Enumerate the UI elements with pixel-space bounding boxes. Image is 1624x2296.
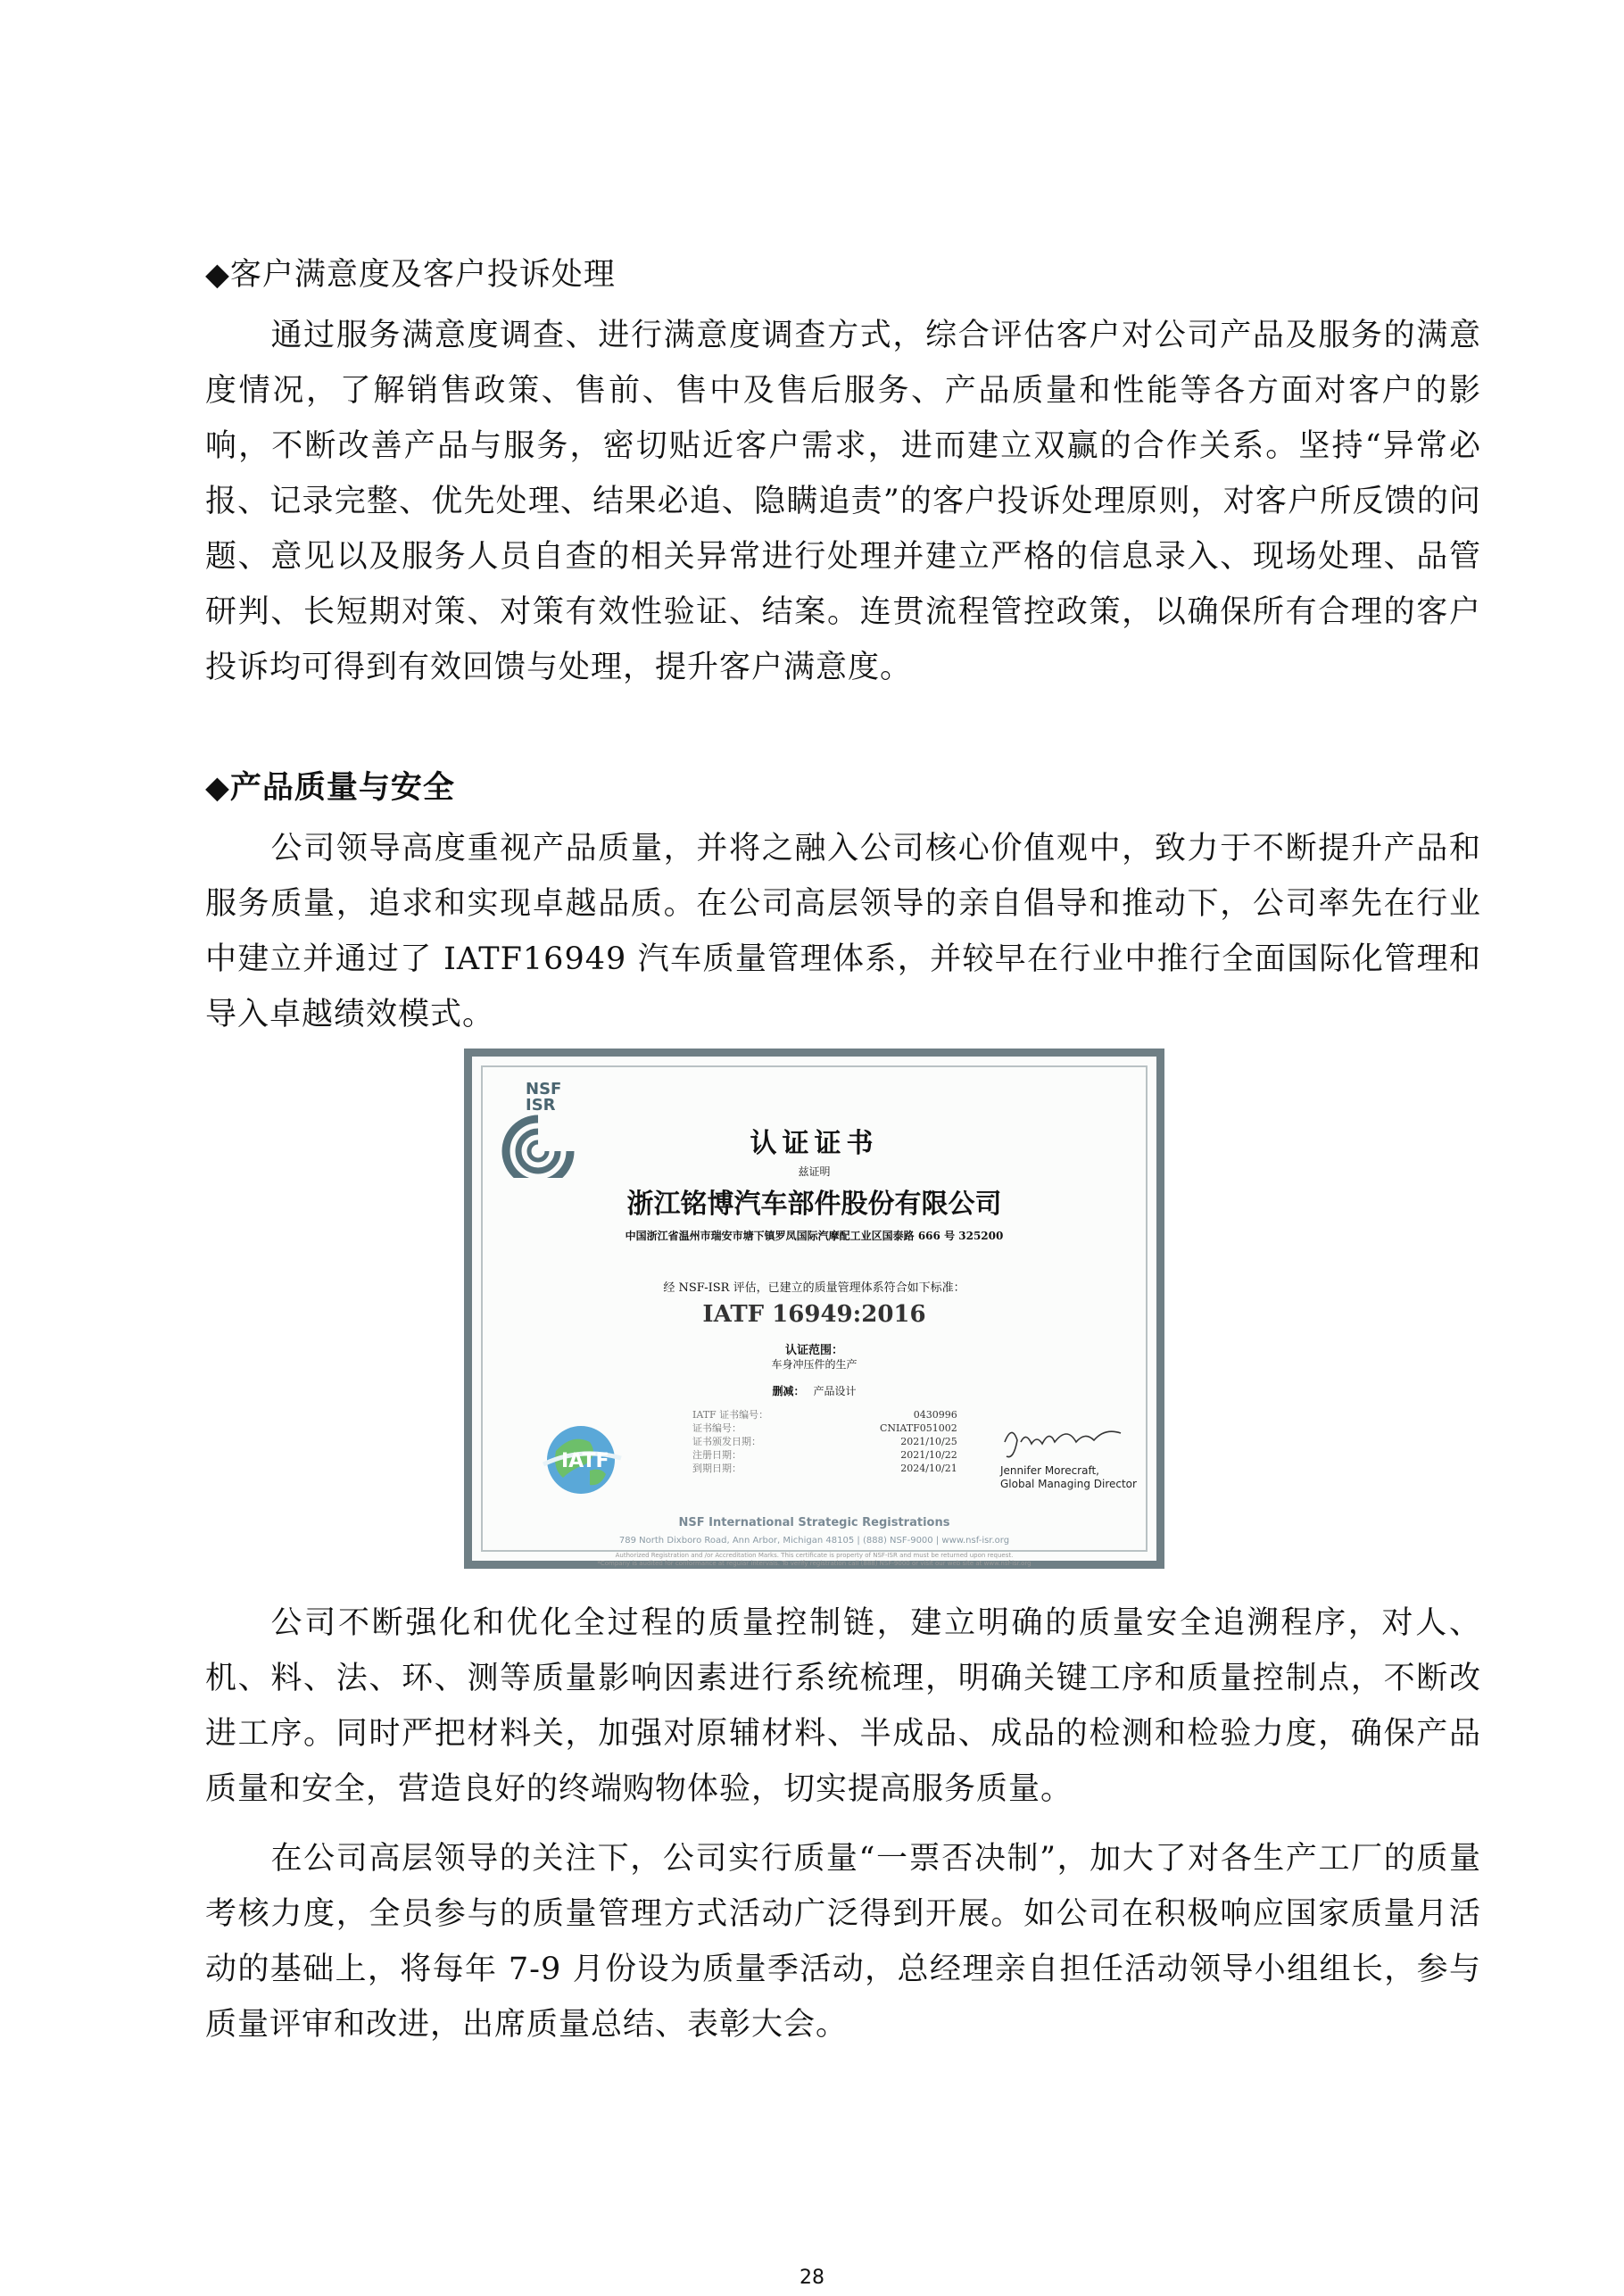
certificate-statement: 经 NSF-ISR 评估，已建立的质量管理体系符合如下标准： (663, 1281, 965, 1295)
certificate-scope: 车身冲压件的生产 (771, 1358, 858, 1371)
certificate-title: 认证证书 (750, 1128, 879, 1159)
iatf-globe-logo-icon (536, 1415, 626, 1504)
paragraph-quality-control-chain: 公司不断强化和优化全过程的质量控制链，建立明确的质量安全追溯程序，对人、机、料、法、环、测等质量影响因素进行系统梳理，明确关键工序和质量控制点，不断改进工序。同时严把材料关，加强对原辅材料、半成品、成品的检测和检验力度，确保产品质量和安全，营造良好的终端购物体验，切实提高服务质量。 (205, 1605, 1481, 1807)
certificate-exclusion-label: 删减： (772, 1385, 805, 1397)
certificate-inner-border (481, 1065, 1148, 1567)
nsf-isr-logo-text: NSF ISR (526, 1080, 562, 1115)
section-heading-customer-satisfaction: ◆客户满意度及客户投诉处理 (205, 257, 616, 293)
certificate-signer: Jennifer Morecraft, Global Managing Director (1000, 1464, 1137, 1490)
certificate-field-labels: IATF 证书编号： 证书编号： 证书颁发日期： 注册日期： 到期日期： (692, 1409, 769, 1474)
certificate-field-values: 0430996 CNIATF051002 2021/10/25 2021/10/22 2024/10/21 (880, 1409, 957, 1474)
certificate-fine-print: Authorized Registration and /or Accreditation Marks. This certificate is property of NSF-ISR and must be returned upon request. *Company is audited for conformance at regular intervals. To verify registration call (888) NSF-9000 or visit our web site at www.nsf-isr.org (597, 1552, 1032, 1567)
certificate-certifies: 兹证明 (798, 1165, 831, 1178)
svg-text:IATF: IATF (561, 1450, 609, 1472)
paragraph-quality-veto: 在公司高层领导的关注下，公司实行质量“一票否决制”，加大了对各生产工厂的质量考核力度，全员参与的质量管理方式活动广泛得到开展。如公司在积极响应国家质量月活动的基础上，将每年 7-9 月份设为质量季活动，总经理亲自担任活动领导小组组长，参与质量评审和改进，出席质量总结、表彰大会。 (205, 1841, 1481, 2043)
certificate-standard: IATF 16949:2016 (702, 1301, 926, 1328)
paragraph-quality-intro: 公司领导高度重视产品质量，并将之融入公司核心价值观中，致力于不断提升产品和服务质量，追求和实现卓越品质。在公司高层领导的亲自倡导和推动下，公司率先在行业中建立并通过了 IATF16949 汽车质量管理体系，并较早在行业中推行全面国际化管理和导入卓越绩效模式。 (205, 831, 1481, 1032)
certificate-exclusion-value: 产品设计 (813, 1385, 857, 1397)
certificate-organization-address: 789 North Dixboro Road, Ann Arbor, Michigan 48105 | (888) NSF-9000 | www.nsf-isr.org (618, 1536, 1010, 1546)
certificate-organization: NSF International Strategic Registrations (678, 1516, 950, 1529)
paragraph-customer-satisfaction: 通过服务满意度调查、进行满意度调查方式，综合评估客户对公司产品及服务的满意度情况，了解销售政策、售前、售中及售后服务、产品质量和性能等各方面对客户的影响，不断改善产品与服务，密切贴近客户需求，进而建立双赢的合作关系。坚持“异常必报、记录完整、优先处理、结果必追、隐瞒追责”的客户投诉处理原则，对客户所反馈的问题、意见以及服务人员自查的相关异常进行处理并建立严格的信息录入、现场处理、品管研判、长短期对策、对策有效性验证、结案。连贯流程管控政策，以确保所有合理的客户投诉均可得到有效回馈与处理，提升客户满意度。 (205, 318, 1481, 685)
section-heading-product-quality: ◆产品质量与安全 (205, 770, 455, 806)
certificate-scope-label: 认证范围： (784, 1344, 843, 1357)
page-number: 28 (800, 2267, 824, 2289)
certificate-exclusion (483, 1383, 1146, 1398)
certificate-address: 中国浙江省温州市瑞安市塘下镇罗凤国际汽摩配工业区国泰路 666 号 325200 (625, 1230, 1004, 1242)
certificate-company: 浙江铭博汽车部件股份有限公司 (626, 1189, 1002, 1220)
signature-icon (996, 1415, 1130, 1464)
certificate-image (464, 1049, 1164, 1569)
